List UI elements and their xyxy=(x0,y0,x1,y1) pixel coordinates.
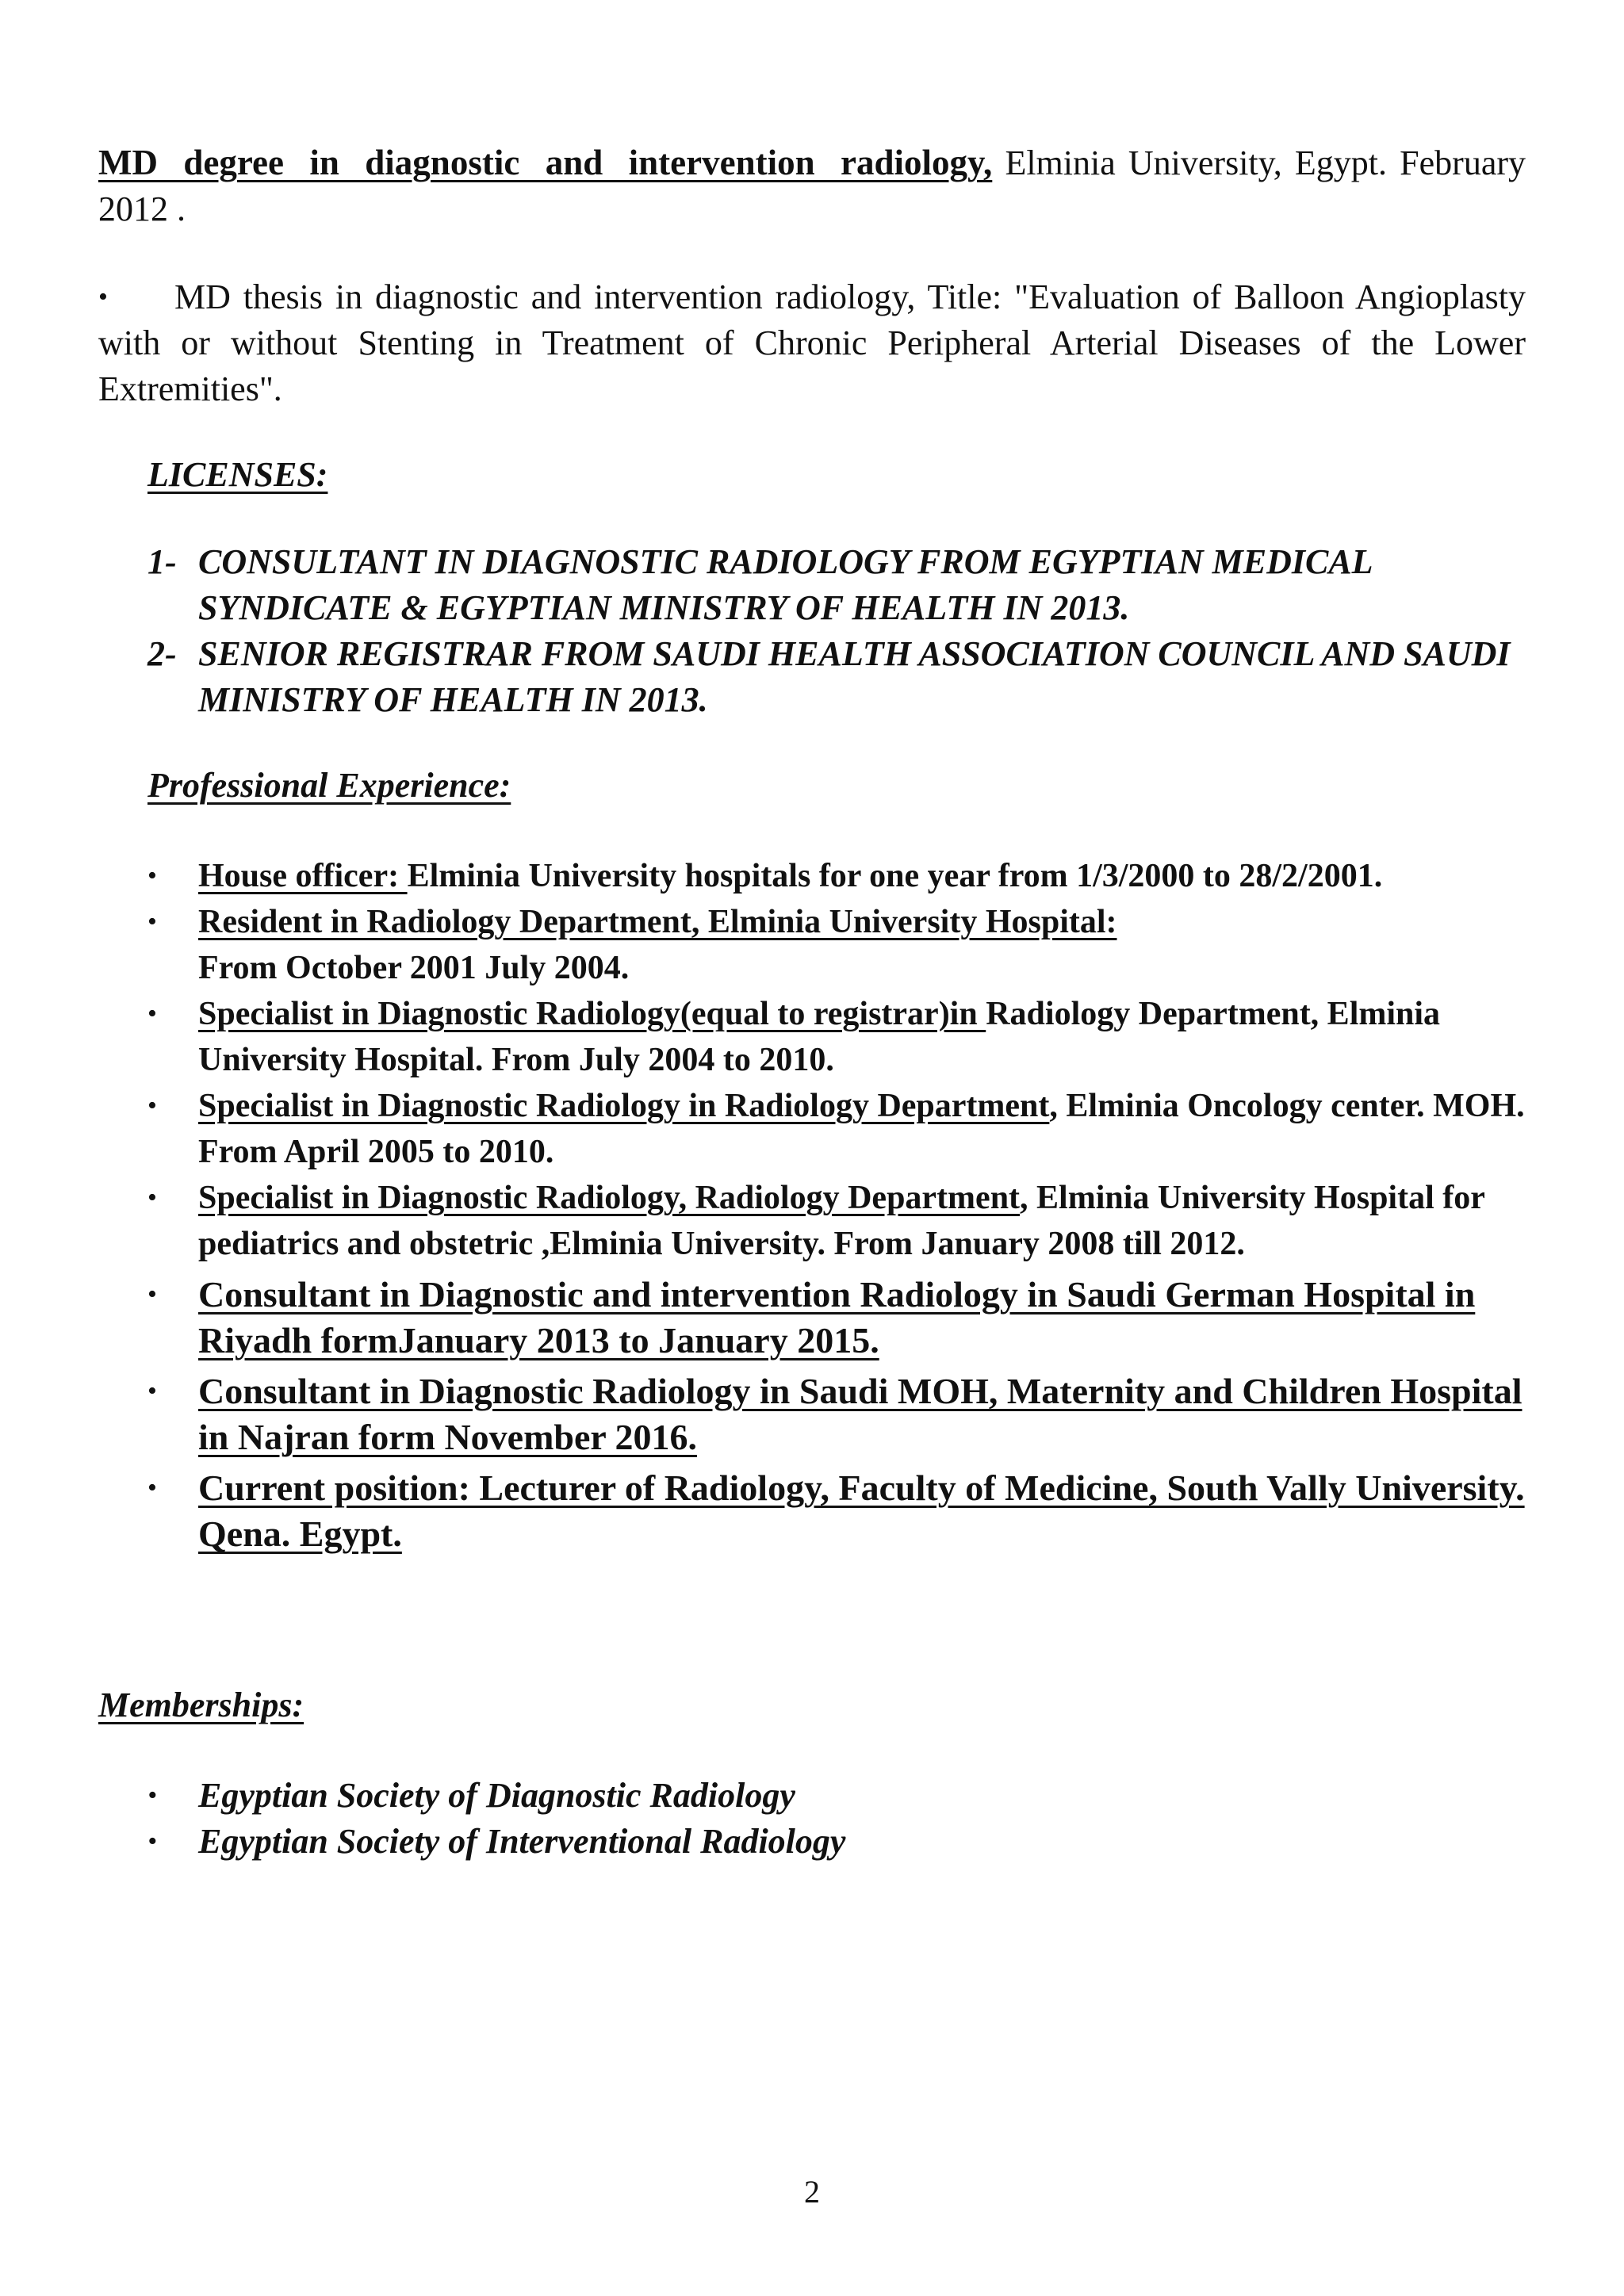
experience-role: Current position: Lecturer of Radiology, Faculty of Medicine, South Vally University. Qena. Egypt. xyxy=(198,1468,1525,1554)
experience-item xyxy=(147,1368,1527,1460)
bullet-icon: • xyxy=(147,999,157,1028)
md-thesis-entry xyxy=(98,274,1526,412)
license-text: CONSULTANT IN DIAGNOSTIC RADIOLOGY FROM EGYPTIAN MEDICAL SYNDICATE & EGYPTIAN MINISTRY OF HEALTH IN 2013. xyxy=(198,542,1372,627)
experience-item xyxy=(147,1465,1527,1557)
experience-role: Specialist in Diagnostic Radiology, Radiology Department xyxy=(198,1180,1021,1216)
membership-text: Egyptian Society of Diagnostic Radiology xyxy=(198,1776,795,1815)
md-degree-details: Elminia University, Egypt. February 2012 . xyxy=(98,144,1526,228)
experience-role: Specialist in Diagnostic Radiology(equal to registrar)in xyxy=(198,996,986,1032)
bullet-icon: • xyxy=(147,861,157,890)
md-degree-entry xyxy=(98,140,1526,232)
membership-item xyxy=(147,1773,1527,1819)
experience-heading: Professional Experience: xyxy=(147,766,511,805)
license-number: 1- xyxy=(147,542,177,581)
experience-role: Resident in Radiology Department, Elminia University Hospital: xyxy=(198,904,1117,940)
experience-item xyxy=(147,1083,1527,1175)
license-item xyxy=(147,631,1527,723)
bullet-icon: • xyxy=(147,1473,157,1502)
experience-details: , Elminia Oncology center. MOH. From April 2005 to 2010. xyxy=(198,1088,1525,1170)
experience-role: Consultant in Diagnostic and intervention Radiology in Saudi German Hospital in Riyadh formJanuary 2013 to January 2015. xyxy=(198,1274,1476,1360)
experience-list xyxy=(147,853,1527,1557)
experience-role: Consultant in Diagnostic Radiology in Saudi MOH, Maternity and Children Hospital in Najran form November 2016. xyxy=(198,1371,1522,1457)
licenses-list xyxy=(147,539,1527,723)
bullet-icon: • xyxy=(147,1091,157,1120)
membership-item xyxy=(147,1819,1527,1865)
bullet-icon: • xyxy=(147,1827,157,1856)
md-thesis-text: MD thesis in diagnostic and intervention radiology, Title: "Evaluation of Balloon Angioplasty with or without Stenting in Treatment of Chronic Peripheral Arterial Diseases of the Lower Extremities". xyxy=(98,277,1526,408)
experience-role: Specialist in Diagnostic Radiology in Radiology Department xyxy=(198,1088,1050,1124)
experience-role: House officer: xyxy=(198,858,408,894)
licenses-heading: LICENSES: xyxy=(147,455,328,494)
bullet-icon: • xyxy=(147,1183,157,1212)
md-degree-title: MD degree in diagnostic and intervention radiology, xyxy=(98,143,993,182)
memberships-heading: Memberships: xyxy=(98,1686,304,1724)
experience-item xyxy=(147,899,1527,991)
experience-item xyxy=(147,991,1527,1083)
membership-text: Egyptian Society of Interventional Radiology xyxy=(198,1822,846,1861)
bullet-icon: • xyxy=(147,1376,157,1406)
experience-item xyxy=(147,853,1527,899)
bullet-icon: • xyxy=(98,282,108,312)
experience-details: Elminia University hospitals for one year from 1/3/2000 to 28/2/2001. xyxy=(407,858,1383,894)
bullet-icon: • xyxy=(147,1781,157,1810)
bullet-icon: • xyxy=(147,1280,157,1309)
license-item xyxy=(147,539,1527,631)
license-number: 2- xyxy=(147,634,177,673)
experience-item xyxy=(147,1175,1527,1267)
experience-details: , Elminia University Hospital for pediatrics and obstetric ,Elminia University. From January 2008 till 2012. xyxy=(198,1180,1485,1262)
memberships-list xyxy=(147,1773,1527,1865)
bullet-icon: • xyxy=(147,907,157,936)
license-text: SENIOR REGISTRAR FROM SAUDI HEALTH ASSOCIATION COUNCIL AND SAUDI MINISTRY OF HEALTH IN 2013. xyxy=(198,634,1511,719)
page-number: 2 xyxy=(804,2174,820,2210)
experience-details: From October 2001 July 2004. xyxy=(198,950,630,986)
experience-details: Radiology Department, Elminia University Hospital. From July 2004 to 2010. xyxy=(198,996,1441,1078)
experience-item xyxy=(147,1272,1527,1364)
